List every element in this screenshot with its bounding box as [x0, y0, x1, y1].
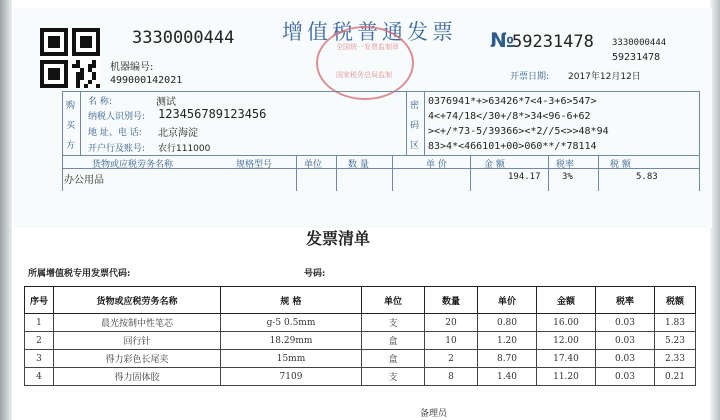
col-tax: 税额 [655, 287, 696, 314]
cipher-line: 83>4*<466101+00>060**/*78114 [428, 141, 597, 152]
invoice-list-table [24, 286, 696, 386]
col-price: 单价 [478, 287, 537, 314]
cell-price: 0.80 [478, 314, 537, 332]
partial-footer: 备理员 [420, 409, 448, 419]
cipher-label: 密码区 [410, 101, 420, 151]
cell-unit: 支 [362, 368, 425, 386]
buyer-name-label: 名 称: [88, 97, 112, 107]
cell-spec: g-5 0.5mm [221, 314, 362, 332]
item-amount: 194.17 [508, 172, 541, 182]
col-spec: 规 格 [221, 287, 362, 314]
cell-unit: 支 [362, 314, 425, 332]
buyer-section-label: 购买方 [66, 101, 76, 151]
frame-mid [62, 155, 700, 156]
item-tax: 5.83 [636, 172, 658, 182]
cell-spec: 15mm [221, 350, 362, 368]
table-header-row [25, 287, 696, 314]
qr-code [40, 28, 100, 88]
invoice-number-small: 59231478 [612, 52, 661, 63]
table-row [25, 314, 696, 332]
cell-spec: 18.29mm [221, 332, 362, 350]
list-header-left: 所属增值税专用发票代码: [28, 269, 131, 279]
buyer-addr-label: 地 址、电 话: [88, 128, 142, 138]
cell-name: 得力固体胶 [54, 368, 221, 386]
cell-tax: 0.21 [655, 368, 696, 386]
col-divider [296, 155, 297, 191]
cell-spec: 7109 [221, 368, 362, 386]
cell-rate: 0.03 [596, 332, 655, 350]
col-amount: 金额 [537, 287, 596, 314]
cell-price: 1.20 [478, 332, 537, 350]
cell-seq: 4 [25, 368, 54, 386]
cell-amount: 16.00 [537, 314, 596, 332]
col-unit: 单位 [362, 287, 425, 314]
buyer-bank-label: 开户行及账号: [88, 144, 146, 154]
machine-label: 机器编号: [110, 62, 154, 73]
item-col-amount: 金 额 [484, 160, 505, 170]
cell-unit: 盒 [362, 332, 425, 350]
cell-qty: 20 [425, 314, 478, 332]
cipher-line: 0376941*+>63426*7<4-3+6>547> [428, 96, 597, 107]
item-rate: 3% [562, 172, 573, 182]
table-row [25, 368, 696, 386]
cell-amount: 17.40 [537, 350, 596, 368]
cell-rate: 0.03 [596, 314, 655, 332]
cipher-line: ><+/*73-5/39366><*2//5<>>48*94 [428, 126, 609, 137]
stamp-text-bottom: 国家税务总局监制 [336, 71, 392, 79]
cell-rate: 0.03 [596, 368, 655, 386]
cell-name: 回行针 [54, 332, 221, 350]
col-divider [392, 155, 393, 191]
cell-qty: 8 [425, 368, 478, 386]
cell-qty: 10 [425, 332, 478, 350]
col-qty: 数量 [425, 287, 478, 314]
col-rate: 税率 [596, 287, 655, 314]
buyer-name-value: 测试 [156, 97, 176, 108]
item-col-spec: 规格型号 [236, 160, 273, 170]
date-value: 2017年12月12日 [568, 72, 641, 82]
invoice-code: 3330000444 [132, 28, 235, 48]
cell-amount: 12.00 [537, 332, 596, 350]
cell-price: 8.70 [478, 350, 537, 368]
item-col-price: 单 价 [426, 160, 447, 170]
stamp-text-top: 全国统一发票监制章 [336, 43, 399, 51]
frame-cipher-sep [406, 91, 407, 156]
list-title: 发票清单 [306, 229, 371, 248]
scan-edge-left [0, 0, 12, 420]
col-divider [470, 155, 471, 191]
table-row [25, 332, 696, 350]
item-col-rate: 税率 [556, 160, 575, 170]
cell-name: 得力彩色长尾夹 [54, 350, 221, 368]
machine-number: 499000142021 [110, 75, 183, 86]
cell-unit: 盒 [362, 350, 425, 368]
buyer-addr-value: 北京海淀 [158, 128, 198, 139]
cell-qty: 2 [425, 350, 478, 368]
invoice-number: 59231478 [512, 32, 594, 52]
col-divider [336, 155, 337, 191]
no-symbol: № [490, 28, 515, 52]
date-label: 开票日期: [510, 72, 550, 82]
frame-cipher-sep2 [424, 91, 425, 156]
buyer-taxid-value: 123456789123456 [158, 107, 267, 121]
official-stamp [316, 26, 414, 100]
frame-left [62, 91, 63, 191]
invoice-code-small: 3330000444 [612, 38, 667, 48]
buyer-bank-value: 农行111000 [158, 144, 211, 154]
table-row [25, 350, 696, 368]
cell-amount: 11.20 [537, 368, 596, 386]
frame-top [62, 91, 700, 92]
frame-right [699, 91, 700, 191]
cipher-block [428, 94, 609, 154]
col-name: 货物或应税劳务名称 [54, 287, 221, 314]
cell-seq: 2 [25, 332, 54, 350]
cell-tax: 2.33 [655, 350, 696, 368]
item-col-qty: 数 量 [348, 160, 369, 170]
col-divider [598, 155, 599, 191]
cell-tax: 5.23 [655, 332, 696, 350]
list-header-right: 号码: [304, 269, 326, 279]
item-col-unit: 单位 [304, 160, 323, 170]
col-seq: 序号 [25, 287, 54, 314]
cell-tax: 1.83 [655, 314, 696, 332]
item-name: 办公用品 [64, 175, 104, 186]
item-col-name: 货物或应税劳务名称 [92, 160, 174, 170]
cell-price: 1.40 [478, 368, 537, 386]
buyer-taxid-label: 纳税人识别号: [88, 112, 146, 122]
cell-seq: 1 [25, 314, 54, 332]
cell-seq: 3 [25, 350, 54, 368]
cell-name: 晨光按制中性笔芯 [54, 314, 221, 332]
col-divider [548, 155, 549, 191]
invoice-title: 增值税普通发票 [282, 20, 457, 44]
item-col-tax: 税 额 [610, 160, 631, 170]
cell-rate: 0.03 [596, 350, 655, 368]
cipher-line: 4<+74/18</30+/8*>34<96-6+62 [428, 111, 591, 122]
frame-buyer-sep [80, 91, 81, 156]
